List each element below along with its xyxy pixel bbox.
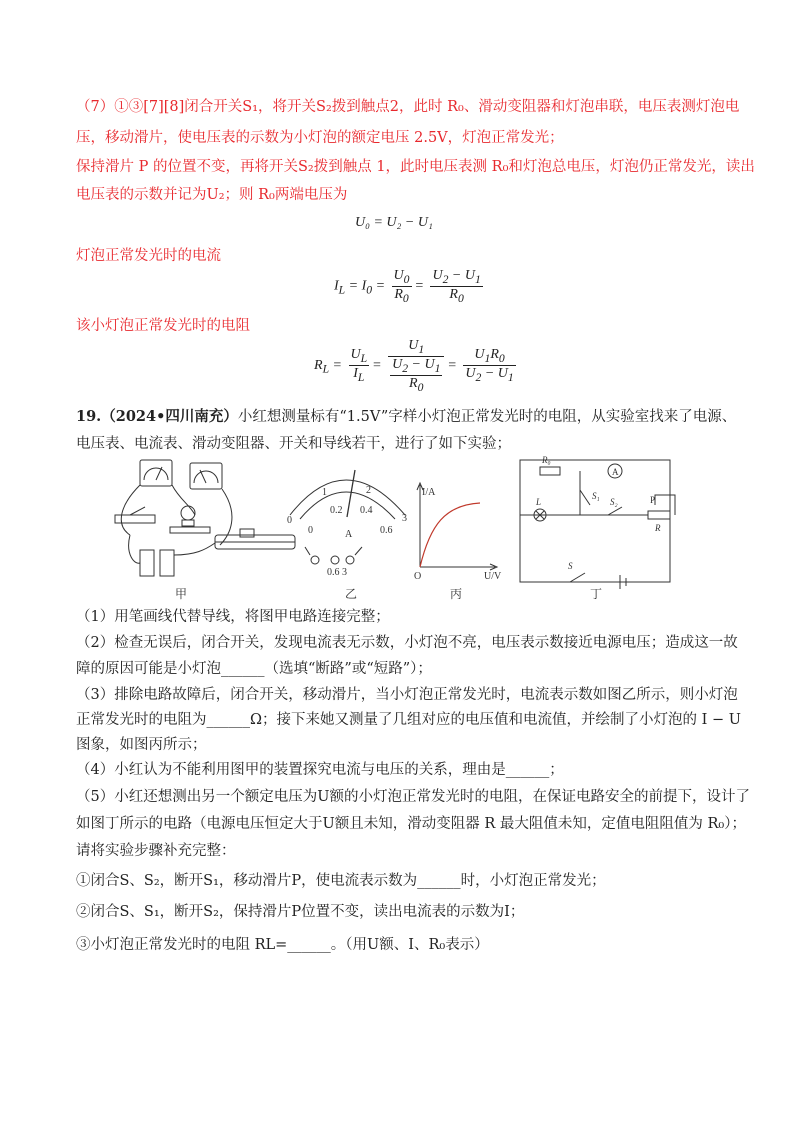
circuit-label: S <box>568 561 573 571</box>
part-2-line-2: 障的原因可能是小灯泡______（选填“断路”或“短路”）； <box>76 661 432 677</box>
circuit-label: P <box>650 495 656 505</box>
question-number: 19.（2024•四川南充） <box>76 408 238 425</box>
step-2: ②闭合S、S₁，断开S₂，保持滑片P位置不变，读出电流表的示数为I； <box>76 904 525 920</box>
part-2-line-1: （2）检查无误后，闭合开关，发现电流表无示数，小灯泡不亮，电压表示数接近电源电压；造成这一故 <box>76 635 738 651</box>
tick-label: 3 <box>402 513 407 524</box>
graph-origin: O <box>414 571 422 582</box>
question-19-line-2: 电压表、电流表、滑动变阻器、开关和导线若干，进行了如下实验； <box>76 436 511 452</box>
part-3-line-1: （3）排除电路故障后，闭合开关，移动滑片，当小灯泡正常发光时，电流表示数如图乙所示，则小灯泡 <box>76 687 738 703</box>
answer-line-5: 灯泡正常发光时的电流 <box>76 248 221 264</box>
graph-ylabel: I/A <box>422 487 436 498</box>
tick-label: 0 <box>308 525 313 536</box>
formula-u0: U₀ = U₂ − U₁ <box>355 215 433 230</box>
answer-line-1: （7）①③[7][8]闭合开关S₁，将开关S₂拨到触点2，此时 R₀、滑动变阻器和灯泡串联，电压表测灯泡电 <box>76 99 740 115</box>
step-1: ①闭合S、S₂，断开S₁，移动滑片P，使电流表示数为______时，小灯泡正常发光； <box>76 873 606 889</box>
tick-label: 0.4 <box>360 505 373 516</box>
part-3-line-3: 图象，如图丙所示； <box>76 737 207 753</box>
unit-label: A <box>345 529 353 540</box>
figure-label-ding: 丁 <box>590 587 603 601</box>
figure-jia-apparatus <box>115 460 295 576</box>
answer-line-4: 电压表的示数并记为U₂；则 R₀两端电压为 <box>76 187 348 203</box>
circuit-label: S₂ <box>610 497 618 507</box>
formula-resistance: $R_L$ = $\frac{U_L}{I_L}$ = $\frac{U_1}{\frac{U_2 - U_1}{R_0}}$ = $\frac{U_1R_0}{U_2 - U_1}$ <box>314 338 514 394</box>
question-19-line-1 <box>76 407 736 427</box>
part-3-line-2: 正常发光时的电阻为______Ω；接下来她又测量了几组对应的电压值和电流值，并绘制了小灯泡的 I − U <box>76 712 741 728</box>
part-5-line-3: 请将实验步骤补充完整： <box>76 843 236 859</box>
circuit-label: A <box>612 467 619 477</box>
circuit-label: S₁ <box>592 491 600 501</box>
answer-line-6: 该小灯泡正常发光时的电阻 <box>76 318 250 334</box>
part-4: （4）小红认为不能利用图甲的装置探究电流与电压的关系，理由是______； <box>76 762 564 778</box>
part-5-line-1: （5）小红还想测出另一个额定电压为U额的小灯泡正常发光时的电阻，在保证电路安全的前提下，设计了 <box>76 789 750 805</box>
figure-label-bing: 丙 <box>450 587 463 601</box>
figures-row <box>100 455 690 605</box>
circuit-label: R <box>655 523 661 533</box>
tick-label: 2 <box>366 485 371 496</box>
graph-xlabel: U/V <box>484 571 502 582</box>
figure-label-jia: 甲 <box>175 587 188 601</box>
tick-label: 0.6 <box>380 525 393 536</box>
circuit-label: R₀ <box>542 455 551 465</box>
terminal-label: 0.6 3 <box>327 567 347 578</box>
tick-label: 1 <box>322 487 327 498</box>
answer-line-3: 保持滑片 P 的位置不变，再将开关S₂拨到触点 1，此时电压表测 R₀和灯泡总电压，灯泡仍正常发光，读出 <box>76 159 755 175</box>
answer-line-2: 压，移动滑片，使电压表的示数为小灯泡的额定电压 2.5V，灯泡正常发光； <box>76 130 564 146</box>
question-text: 小红想测量标有“1.5V”字样小灯泡正常发光时的电阻，从实验室找来了电源、 <box>237 409 737 425</box>
figure-label-yi: 乙 <box>345 587 358 601</box>
tick-label: 0.2 <box>330 505 343 516</box>
tick-label: 0 <box>287 515 292 526</box>
figure-ding-circuit <box>520 460 675 589</box>
part-1: （1）用笔画线代替导线，将图甲电路连接完整； <box>76 609 390 625</box>
circuit-label: L <box>536 497 542 507</box>
step-3: ③小灯泡正常发光时的电阻 RL=______。（用U额、I、R₀表示） <box>76 937 489 953</box>
figure-yi-ammeter <box>290 470 405 564</box>
formula-current: $I_L = I_0$ = $\frac{U_0}{R_0}$ = $\frac{U_2 - U_1}{R_0}$ <box>334 268 481 305</box>
part-5-line-2: 如图丁所示的电路（电源电压恒定大于U额且未知，滑动变阻器 R 最大阻值未知，定值电阻阻值为 R₀）； <box>76 816 746 832</box>
